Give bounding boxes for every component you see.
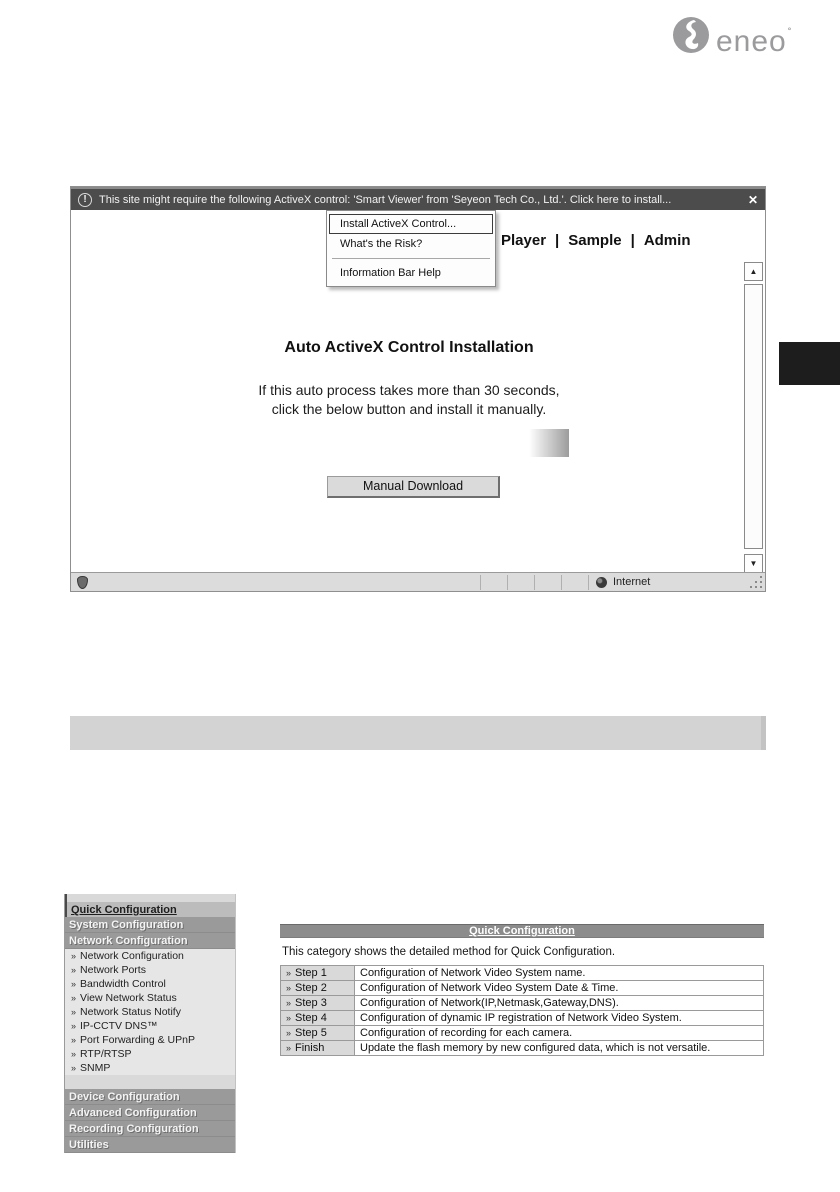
close-icon[interactable]: ✕: [747, 192, 758, 207]
panel-description: This category shows the detailed method for Quick Configuration.: [282, 946, 616, 958]
sidebar-subitem-network-ports[interactable]: » Network Ports: [65, 963, 235, 977]
information-bar-icon: !: [78, 193, 92, 207]
sidebar-subitem-snmp[interactable]: » SNMP: [65, 1061, 235, 1075]
globe-icon: [596, 577, 607, 588]
menu-spacer-row: [65, 1075, 235, 1089]
menu-separator: [332, 258, 490, 259]
double-chevron-icon: »: [71, 1021, 77, 1031]
step-cell: » Finish: [281, 1041, 355, 1056]
sidebar-item-network-configuration[interactable]: Network Configuration: [65, 933, 235, 949]
scrollbar-thumb[interactable]: [744, 284, 763, 549]
panel-title: Quick Configuration: [280, 924, 764, 938]
scrollbar-up-button[interactable]: [744, 262, 763, 281]
step-description-cell: Configuration of Network(IP,Netmask,Gateway,DNS).: [355, 996, 764, 1011]
instruction-line-1: If this auto process takes more than 30 seconds,: [258, 382, 560, 398]
double-chevron-icon: »: [71, 1007, 77, 1017]
step-cell: » Step 3: [281, 996, 355, 1011]
step-cell: » Step 5: [281, 1026, 355, 1041]
double-chevron-icon: »: [71, 1063, 77, 1073]
double-chevron-icon: »: [71, 951, 77, 961]
page-title: Auto ActiveX Control Installation: [284, 339, 534, 356]
nav-link-player[interactable]: Player: [501, 232, 547, 249]
step-cell: » Step 1: [281, 966, 355, 981]
step-description-cell: Configuration of recording for each camera.: [355, 1026, 764, 1041]
sidebar-item-device-configuration[interactable]: Device Configuration: [65, 1089, 235, 1105]
instruction-line-2: click the below button and install it manually.: [271, 400, 547, 417]
nav-separator: |: [630, 232, 635, 249]
shield-icon: [77, 576, 88, 589]
sidebar-subitem-bandwidth-control[interactable]: » Bandwidth Control: [65, 977, 235, 991]
resize-grip-icon: [750, 575, 764, 590]
sidebar-item-system-configuration[interactable]: System Configuration: [65, 917, 235, 933]
table-row: [281, 996, 764, 1011]
sidebar-subitem-rtp-rtsp[interactable]: » RTP/RTSP: [65, 1047, 235, 1061]
sidebar-item-advanced-configuration[interactable]: Advanced Configuration: [65, 1105, 235, 1121]
double-chevron-icon: »: [286, 1043, 292, 1053]
status-bar-pane: [480, 575, 507, 590]
eneo-logo: [672, 14, 793, 61]
sidebar-subitem-network-status-notify[interactable]: » Network Status Notify: [65, 1005, 235, 1019]
page-edge-section-tab: [779, 342, 840, 385]
sidebar-subitem-network-configuration[interactable]: » Network Configuration: [65, 949, 235, 963]
sidebar-subitem-view-network-status[interactable]: » View Network Status: [65, 991, 235, 1005]
sidebar-item-quick-configuration[interactable]: Quick Configuration: [65, 902, 235, 917]
double-chevron-icon: »: [286, 1028, 292, 1038]
section-heading-band: [70, 716, 766, 750]
site-nav: [501, 232, 691, 249]
menu-item-whats-the-risk[interactable]: What's the Risk?: [340, 238, 423, 250]
double-chevron-icon: »: [286, 998, 292, 1008]
step-description-cell: Configuration of Network Video System Date & Time.: [355, 981, 764, 996]
sidebar-item-recording-configuration[interactable]: Recording Configuration: [65, 1121, 235, 1137]
sidebar-subitem-ip-cctv-dns[interactable]: » IP-CCTV DNS™: [65, 1019, 235, 1033]
step-description-cell: Configuration of dynamic IP registration of Network Video System.: [355, 1011, 764, 1026]
steps-table: [280, 965, 764, 1056]
status-bar-pane: [534, 575, 561, 590]
status-bar-pane: [561, 575, 588, 590]
double-chevron-icon: »: [71, 1049, 77, 1059]
menu-item-install-activex[interactable]: Install ActiveX Control...: [329, 214, 493, 234]
eneo-wordmark: eneo˚: [716, 25, 793, 58]
step-description-cell: Configuration of Network Video System name.: [355, 966, 764, 981]
eneo-trademark-dot: ˚: [787, 26, 793, 40]
table-row: [281, 1026, 764, 1041]
nav-link-admin[interactable]: Admin: [643, 232, 691, 249]
scrollbar-down-button[interactable]: [744, 554, 763, 573]
double-chevron-icon: »: [286, 983, 292, 993]
sidebar-subitem-port-forwarding-upnp[interactable]: » Port Forwarding & UPnP: [65, 1033, 235, 1047]
status-bar: [71, 572, 765, 591]
install-progress-indicator: [529, 429, 569, 457]
connection-zone-label: Internet: [613, 576, 651, 588]
status-bar-pane: [507, 575, 534, 590]
nav-separator: |: [555, 232, 560, 249]
double-chevron-icon: »: [286, 1013, 292, 1023]
sidebar-item-utilities[interactable]: Utilities: [65, 1137, 235, 1153]
status-bar-zone: [588, 575, 750, 590]
table-row: [281, 1011, 764, 1026]
chevron-up-icon: ▲: [749, 267, 758, 276]
double-chevron-icon: »: [71, 993, 77, 1003]
eneo-swan-icon: [672, 16, 710, 59]
table-row: [281, 981, 764, 996]
browser-window: [70, 186, 766, 592]
information-bar-context-menu: [326, 210, 496, 287]
double-chevron-icon: »: [286, 968, 292, 978]
double-chevron-icon: »: [71, 965, 77, 975]
step-description-cell: Update the flash memory by new configured data, which is not versatile.: [355, 1041, 764, 1056]
activex-information-bar[interactable]: [71, 187, 765, 210]
configuration-menu: [64, 894, 236, 1153]
step-cell: » Step 4: [281, 1011, 355, 1026]
quick-configuration-panel: [280, 924, 764, 1056]
instruction-text: [71, 381, 747, 419]
double-chevron-icon: »: [71, 979, 77, 989]
nav-link-sample[interactable]: Sample: [568, 232, 622, 249]
table-row: [281, 966, 764, 981]
information-bar-text[interactable]: This site might require the following ActiveX control: 'Smart Viewer' from 'Seyeon Tech Co., Ltd.'. Click here to install...: [99, 193, 672, 206]
manual-download-button[interactable]: Manual Download: [327, 476, 500, 498]
chevron-down-icon: ▼: [749, 559, 758, 568]
menu-top-strip: [65, 894, 235, 902]
table-row: [281, 1041, 764, 1056]
step-cell: » Step 2: [281, 981, 355, 996]
menu-item-information-bar-help[interactable]: Information Bar Help: [340, 267, 441, 279]
double-chevron-icon: »: [71, 1035, 77, 1045]
